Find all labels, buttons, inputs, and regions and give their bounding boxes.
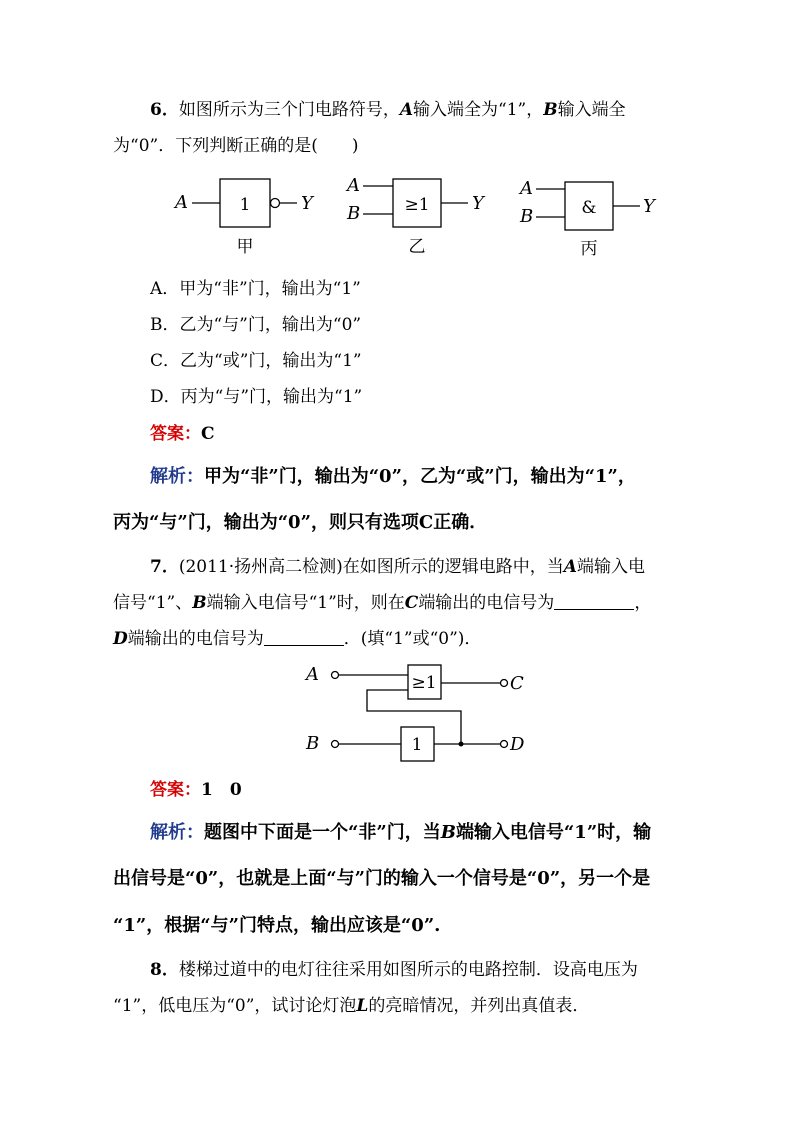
q7-analysis-line-3: “1”，根据“与”门特点，输出应该是“0”. — [113, 915, 441, 936]
circuit-output-d: D — [510, 734, 525, 755]
circuit-output-c: C — [510, 673, 524, 694]
gate-bing-output: Y — [643, 196, 655, 217]
gate-bing-symbol: & — [581, 198, 597, 218]
gate-yi-symbol: ≥1 — [404, 195, 430, 215]
circuit-input-a: A — [306, 664, 319, 685]
gate-yi-input-a: A — [347, 175, 360, 196]
gate-jia-symbol: 1 — [239, 195, 251, 215]
q7-analysis-line-1: 解析：题图中下面是一个“非”门，当B端输入电信号“1”时，输 — [150, 822, 652, 843]
gate-bing-input-b: B — [520, 206, 534, 227]
q6-stem-line-2: 为“0”．下列判断正确的是( ) — [113, 136, 359, 156]
circuit-gate-bottom: 1 — [411, 735, 423, 755]
gate-yi-input-b: B — [347, 203, 361, 224]
q7-blank-c[interactable] — [554, 593, 634, 610]
q7-blank-d[interactable] — [264, 629, 344, 646]
q6-option-b: B．乙为“与”门，输出为“0” — [150, 315, 362, 335]
gate-jia-caption: 甲 — [236, 237, 254, 257]
gate-yi-output: Y — [472, 193, 484, 214]
q8-stem-line-1: 8．楼梯过道中的电灯往往采用如图所示的电路控制．设高电压为 — [150, 960, 638, 980]
circuit-input-b: B — [306, 733, 320, 754]
q6-stem-line-1: 6．如图所示为三个门电路符号，A输入端全为“1”，B输入端全 — [150, 100, 626, 120]
gate-jia — [173, 179, 315, 257]
q7-answer: 答案：1 0 — [150, 780, 242, 800]
q6-option-d: D．丙为“与”门，输出为“1” — [150, 387, 363, 407]
q6-analysis-line-1: 解析：甲为“非”门，输出为“0”，乙为“或”门，输出为“1”， — [150, 466, 636, 487]
gate-bing-caption: 丙 — [580, 239, 598, 259]
gate-yi-caption: 乙 — [408, 237, 426, 257]
gate-jia-input-a: A — [175, 192, 188, 213]
q6-option-c: C．乙为“或”门，输出为“1” — [150, 351, 362, 371]
gate-jia-output: Y — [301, 193, 313, 214]
q6-analysis-line-2: 丙为“与”门，输出为“0”，则只有选项C正确． — [113, 512, 488, 533]
gate-yi — [345, 175, 486, 257]
q7-stem-line-1: 7．(2011·扬州高二检测)在如图所示的逻辑电路中，当A端输入电 — [150, 557, 645, 577]
gate-bing-input-a: A — [520, 178, 533, 199]
q6-option-a: A．甲为“非”门，输出为“1” — [150, 279, 361, 299]
gate-bing — [518, 178, 657, 259]
q7-circuit-diagram — [0, 660, 794, 770]
q7-analysis-line-2: 出信号是“0”，也就是上面“与”门的输入一个信号是“0”，另一个是 — [113, 868, 651, 889]
q6-answer: 答案：C — [150, 424, 215, 444]
q6-gate-diagrams — [0, 172, 794, 262]
q7-stem-line-3: D端输出的电信号为 ．(填“1”或“0”)． — [113, 629, 482, 649]
circuit-gate-top: ≥1 — [411, 673, 437, 693]
q7-stem-line-2: 信号“1”、B端输入电信号“1”时，则在C端输出的电信号为 ， — [113, 593, 652, 613]
q8-stem-line-2: “1”，低电压为“0”，试讨论灯泡L的亮暗情况，并列出真值表． — [113, 996, 590, 1016]
